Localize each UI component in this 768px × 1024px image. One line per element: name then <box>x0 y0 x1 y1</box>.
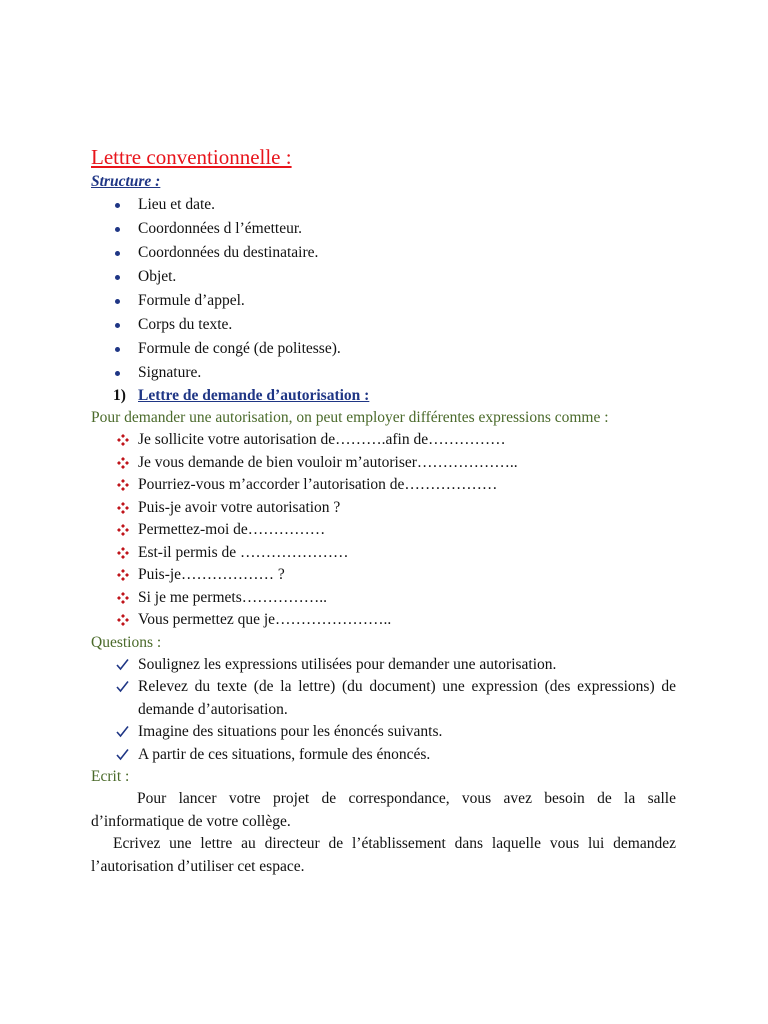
diamond-icon <box>117 479 129 491</box>
list-item-text: Je vous demande de bien vouloir m’autoriser……………….. <box>138 453 518 471</box>
ecrit-paragraph: Ecrivez une lettre au directeur de l’établissement dans laquelle vous lui demandez l’autorisation d’utiliser cet espace. <box>91 835 676 875</box>
section-heading <box>91 385 676 407</box>
list-item-text: Imagine des situations pour les énoncés suivants. <box>138 723 443 740</box>
list-item-text: Relevez du texte (de la lettre) (du document) une expression (des expressions) de demande d’autorisation. <box>138 678 676 718</box>
list-item-text: Je sollicite votre autorisation de……….afin de…………… <box>138 431 506 448</box>
list-item-text: Coordonnées du destinataire. <box>138 244 319 261</box>
section-title: Lettre de demande d’autorisation : <box>138 387 370 404</box>
list-item-text: Est-il permis de ………………… <box>138 543 349 561</box>
list-item-text: Corps du texte. <box>138 316 233 333</box>
list-item <box>91 676 676 721</box>
checkmark-icon <box>116 748 129 761</box>
list-item-text: Puis-je avoir votre autorisation ? <box>138 498 341 516</box>
structure-label: Structure : <box>91 173 161 190</box>
bullet-icon <box>115 347 120 352</box>
ecrit-paragraph: Pour lancer votre projet de correspondance, vous avez besoin de la salle d’informatique de votre collège. <box>91 790 676 830</box>
list-item-text: Signature. <box>138 364 202 381</box>
page-title: Lettre conventionnelle : <box>91 145 292 169</box>
list-item <box>91 654 676 677</box>
diamond-icon <box>117 457 129 469</box>
intro-text: Pour demander une autorisation, on peut employer différentes expressions comme : <box>91 409 609 426</box>
list-item-text: Si je me permets…………….. <box>138 588 327 606</box>
list-item-text: Pourriez-vous m’accorder l’autorisation de……………… <box>138 476 498 493</box>
bullet-icon <box>115 299 120 304</box>
bullet-icon <box>115 371 120 376</box>
list-item <box>91 265 676 289</box>
list-item-text: A partir de ces situations, formule des énoncés. <box>138 745 431 763</box>
list-item <box>91 609 676 632</box>
bullet-icon <box>115 275 120 280</box>
bullet-icon <box>115 227 120 232</box>
list-item <box>91 497 676 520</box>
list-item-text: Coordonnées d l’émetteur. <box>138 220 302 237</box>
list-item <box>91 564 676 587</box>
diamond-icon <box>117 434 129 446</box>
diamond-icon <box>117 547 129 559</box>
questions-label: Questions : <box>91 633 162 651</box>
list-item <box>91 587 676 610</box>
list-item <box>91 542 676 565</box>
list-item <box>91 193 676 217</box>
expressions-list <box>91 429 676 632</box>
list-item <box>91 217 676 241</box>
list-item-text: Vous permettez que je………………….. <box>138 611 392 628</box>
list-item <box>91 241 676 265</box>
questions-list <box>91 654 676 767</box>
list-item <box>91 313 676 337</box>
section-number: 1) <box>113 387 126 404</box>
list-item-text: Objet. <box>138 268 177 285</box>
diamond-icon <box>117 592 129 604</box>
bullet-icon <box>115 323 120 328</box>
checkmark-icon <box>116 680 129 693</box>
list-item-text: Formule de congé (de politesse). <box>138 340 341 357</box>
bullet-icon <box>115 203 120 208</box>
checkmark-icon <box>116 725 129 738</box>
list-item-text: Soulignez les expressions utilisées pour demander une autorisation. <box>138 655 557 673</box>
diamond-icon <box>117 569 129 581</box>
list-item-text: Puis-je……………… ? <box>138 566 285 583</box>
diamond-icon <box>117 524 129 536</box>
list-item-text: Permettez-moi de…………… <box>138 521 326 538</box>
list-item <box>91 721 676 744</box>
diamond-icon <box>117 614 129 626</box>
list-item <box>91 474 676 497</box>
list-item <box>91 744 676 767</box>
list-item <box>91 289 676 313</box>
list-item <box>91 361 676 385</box>
document-page <box>91 143 676 878</box>
diamond-icon <box>117 502 129 514</box>
list-item <box>91 429 676 452</box>
bullet-icon <box>115 251 120 256</box>
list-item-text: Formule d’appel. <box>138 292 245 309</box>
list-item <box>91 519 676 542</box>
list-item <box>91 337 676 361</box>
checkmark-icon <box>116 658 129 671</box>
list-item <box>91 452 676 475</box>
ecrit-label: Ecrit : <box>91 768 130 785</box>
list-item-text: Lieu et date. <box>138 196 216 213</box>
structure-list <box>91 193 676 385</box>
